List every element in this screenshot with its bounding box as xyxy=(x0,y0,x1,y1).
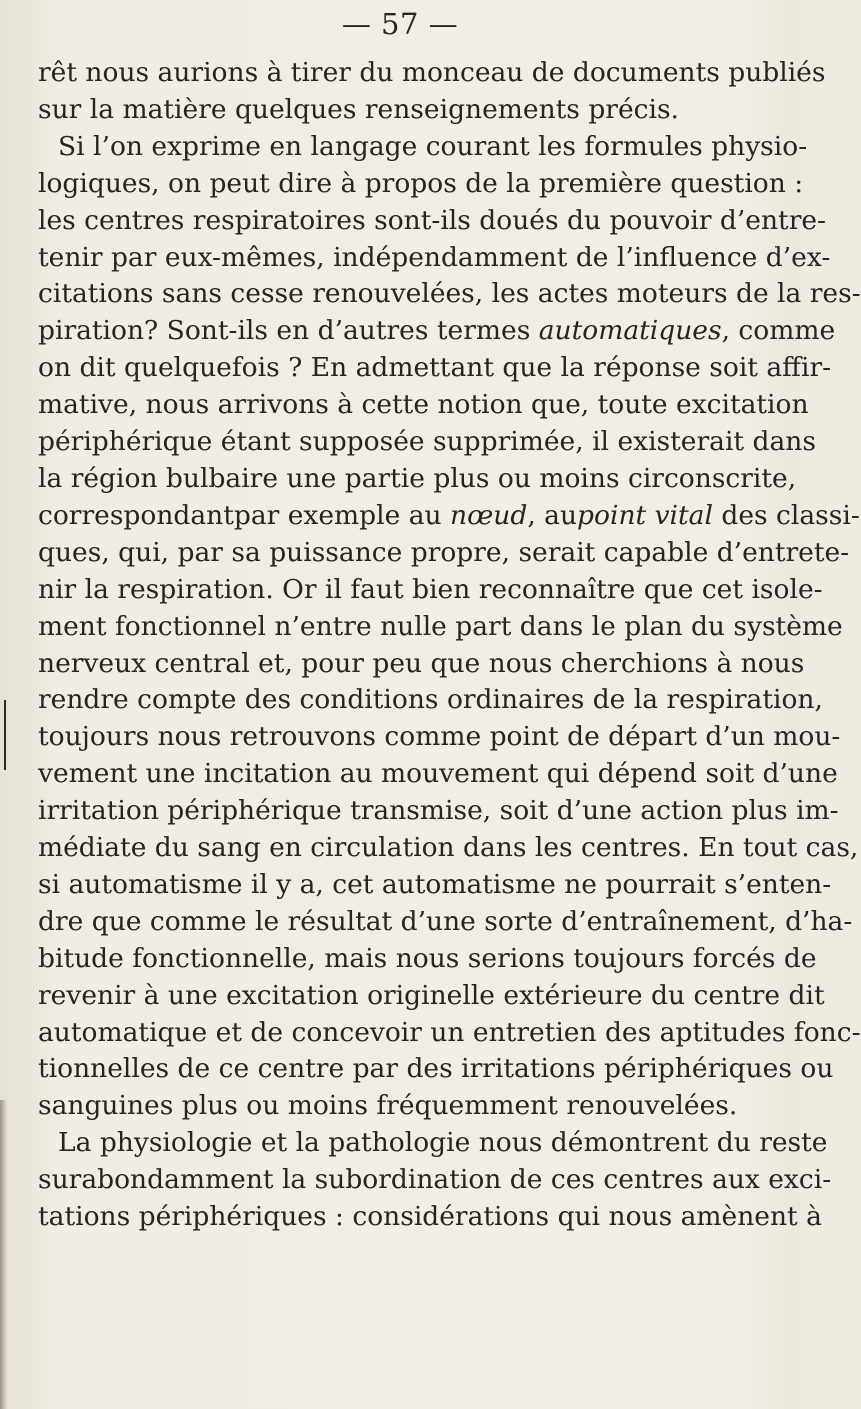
text-line xyxy=(38,92,760,129)
text-segment: nir la respiration. Or il faut bien reconnaître que cet isole- xyxy=(38,573,823,605)
text-segment: correspondantpar exemple au xyxy=(38,499,451,531)
text-segment: si automatisme il y a, cet automatisme ne pourrait s’enten- xyxy=(38,868,832,900)
text-segment: surabondamment la subordination de ces centres aux exci- xyxy=(38,1164,832,1196)
text-segment: la région bulbaire une partie plus ou moins circonscrite, xyxy=(38,462,797,494)
italic-text: point vital xyxy=(577,499,713,531)
text-segment: automatique et de concevoir un entretien des aptitudes fonc- xyxy=(38,1016,861,1048)
text-line xyxy=(38,387,809,424)
text-line xyxy=(38,867,832,904)
text-segment: tenir par eux-mêmes, indépendamment de l’influence d’ex- xyxy=(38,241,831,273)
text-line xyxy=(38,941,817,978)
text-line xyxy=(38,719,841,756)
text-segment: ques, qui, par sa puissance propre, serait capable d’entrete- xyxy=(38,536,850,568)
text-segment: périphérique étant supposée supprimée, il existerait dans xyxy=(38,426,816,458)
text-segment: dre que comme le résultat d’une sorte d’entraînement, d’ha- xyxy=(38,905,853,937)
text-line xyxy=(38,1199,822,1236)
text-line xyxy=(38,1162,832,1199)
text-segment: piration? Sont-ils en d’autres termes xyxy=(38,315,539,347)
text-segment: tations périphériques : considérations qui nous amènent à xyxy=(38,1201,822,1233)
text-line xyxy=(38,166,804,203)
text-line xyxy=(38,203,827,240)
text-line xyxy=(38,55,826,92)
text-segment: irritation périphérique transmise, soit d’une action plus im- xyxy=(38,795,839,827)
text-segment: Si l’on exprime en langage courant les formules physio- xyxy=(58,130,808,162)
text-segment: revenir à une excitation originelle extérieure du centre dit xyxy=(38,979,825,1011)
text-segment: les centres respiratoires sont-ils doués du pouvoir d’entre- xyxy=(38,204,827,236)
text-segment: , au xyxy=(527,499,578,531)
text-line xyxy=(38,756,838,793)
text-line xyxy=(38,646,805,683)
text-line xyxy=(38,276,861,313)
text-line xyxy=(38,1051,834,1088)
text-segment: La physiologie et la pathologie nous démontrent du reste xyxy=(58,1127,828,1159)
text-segment: rendre compte des conditions ordinaires de la respiration, xyxy=(38,684,823,716)
text-segment: médiate du sang en circulation dans les centres. En tout cas, xyxy=(38,832,859,864)
text-segment: sur la matière quelques renseignements précis. xyxy=(38,93,679,125)
text-line xyxy=(38,461,797,498)
text-segment: , comme xyxy=(721,315,836,347)
italic-text: nœud xyxy=(450,499,528,531)
text-segment: sanguines plus ou moins fréquemment renouvelées. xyxy=(38,1090,738,1122)
text-line xyxy=(38,682,823,719)
text-segment: rêt nous aurions à tirer du monceau de documents publiés xyxy=(38,57,826,88)
text-segment: mative, nous arrivons à cette notion que, toute excitation xyxy=(38,389,809,421)
text-segment: vement une incitation au mouvement qui dépend soit d’une xyxy=(38,758,838,790)
text-segment: bitude fonctionnelle, mais nous serions toujours forcés de xyxy=(38,942,817,974)
text-line xyxy=(38,793,839,830)
text-line xyxy=(38,129,808,166)
text-segment: on dit quelquefois ? En admettant que la réponse soit affir- xyxy=(38,352,832,384)
text-segment: logiques, on peut dire à propos de la première question : xyxy=(38,167,804,199)
text-line xyxy=(38,572,823,609)
text-segment: des classi- xyxy=(712,499,860,531)
text-segment: nerveux central et, pour peu que nous cherchions à nous xyxy=(38,647,805,679)
body-text xyxy=(38,55,861,1236)
text-line xyxy=(38,1015,861,1052)
page-edge-shadow xyxy=(0,1100,7,1409)
page-number: — 57 — xyxy=(341,7,459,41)
text-line xyxy=(38,498,860,535)
text-line xyxy=(38,830,859,867)
text-line xyxy=(38,1088,760,1125)
text-segment: ment fonctionnel n’entre nulle part dans le plan du système xyxy=(38,610,843,642)
text-line xyxy=(38,1125,828,1162)
text-segment: citations sans cesse renouvelées, les actes moteurs de la res- xyxy=(38,278,861,310)
text-line xyxy=(38,240,831,277)
text-segment: toujours nous retrouvons comme point de départ d’un mou- xyxy=(38,721,841,753)
text-line xyxy=(38,424,816,461)
margin-mark xyxy=(4,700,6,770)
italic-text: automatiques xyxy=(538,315,722,347)
text-segment: tionnelles de ce centre par des irritations périphériques ou xyxy=(38,1053,834,1085)
text-line xyxy=(38,535,850,572)
text-line xyxy=(38,350,832,387)
text-line xyxy=(38,313,836,350)
text-line xyxy=(38,978,825,1015)
text-line xyxy=(38,609,843,646)
text-line xyxy=(38,904,853,941)
